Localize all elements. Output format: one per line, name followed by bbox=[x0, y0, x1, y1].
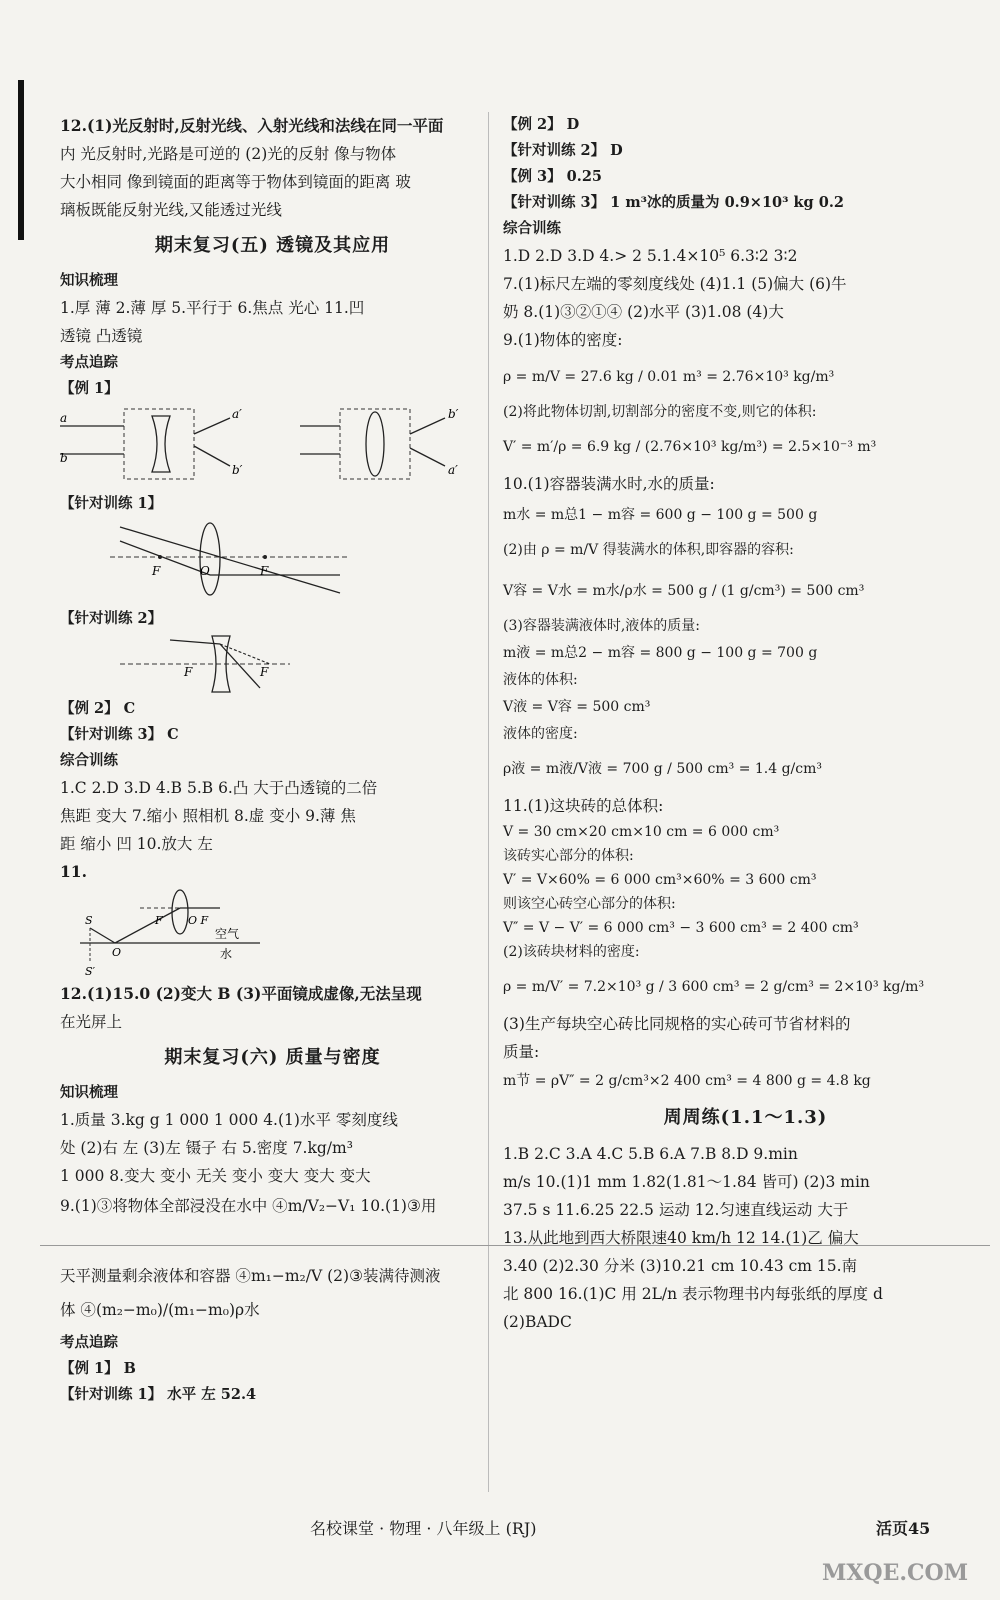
svg-text:a′: a′ bbox=[448, 463, 458, 477]
left-bottom-block bbox=[60, 1192, 485, 1220]
margin-bar bbox=[18, 80, 24, 240]
zh5-line2: 焦距 变大 7.缩小 照相机 8.虚 变小 9.薄 焦 bbox=[60, 807, 356, 825]
r-zh-line2: 7.(1)标尺左端的零刻度线处 (4)1.1 (5)偏大 (6)牛 bbox=[503, 275, 847, 293]
watermark-text: MXQE.COM bbox=[822, 1560, 969, 1586]
training-1b-answer: 【针对训练 1】 水平 左 52.4 bbox=[60, 1386, 257, 1403]
q12-line2: 内 光反射时,光路是可逆的 (2)光的反射 像与物体 bbox=[60, 145, 397, 163]
rho-water: ρ水 bbox=[235, 1301, 260, 1319]
r-q10-eq: m水 = m总1 − m容 = 600 g − 100 g = 500 g bbox=[503, 507, 818, 523]
svg-text:O: O bbox=[112, 946, 122, 959]
r-q10: 10.(1)容器装满水时,水的质量: bbox=[503, 475, 715, 493]
r-q10-eq3: m液 = m总2 − m容 = 800 g − 100 g = 700 g bbox=[503, 645, 818, 661]
r-section-weekly: 周周练(1.1～1.3) bbox=[663, 1107, 828, 1128]
heading-comprehensive: 综合训练 bbox=[60, 752, 118, 769]
r-zzl-line7: (2)BADC bbox=[503, 1313, 572, 1331]
r-q11b: 该砖实心部分的体积: bbox=[503, 848, 634, 864]
q10-frac2-den: m₁−m₀ bbox=[174, 1301, 229, 1319]
example-2-answer: 【例 2】 C bbox=[60, 700, 136, 717]
q10-start: 10.(1)③用 bbox=[360, 1197, 437, 1215]
q9-text: 9.(1)③将物体全部浸没在水中 ④ bbox=[60, 1197, 288, 1215]
lens-diagram-example1 bbox=[60, 404, 480, 489]
q10-line3: 体 ④(m₂−m₀)/(m₁−m₀)ρ水 bbox=[60, 1301, 260, 1319]
left-column bbox=[60, 112, 485, 1190]
q10-frac-num: m₁−m₂ bbox=[250, 1267, 306, 1285]
zh5-line3: 距 缩小 凹 10.放大 左 bbox=[60, 835, 213, 853]
watermark-logo bbox=[812, 1510, 972, 1590]
svg-text:F: F bbox=[184, 665, 193, 679]
svg-text:F: F bbox=[155, 914, 163, 927]
q10c-text: (2)③装满待测液 bbox=[327, 1267, 441, 1285]
r-q11f: 质量: bbox=[503, 1043, 540, 1061]
r-q11-eq3: V″ = V − V′ = 6 000 cm³ − 3 600 cm³ = 2 400 cm³ bbox=[503, 920, 859, 936]
example-1-label: 【例 1】 bbox=[60, 380, 119, 397]
training-2-label: 【针对训练 2】 bbox=[60, 610, 163, 627]
svg-text:S: S bbox=[85, 914, 93, 927]
r-q10-eq4: V液 = V容 = 500 cm³ bbox=[503, 699, 651, 715]
r-q11-eq4: ρ = m/V′ = 7.2×10³ g / 3 600 cm³ = 2 g/cm³ = 2×10³ kg/m³ bbox=[503, 979, 925, 995]
example-1b-answer: 【例 1】 B bbox=[60, 1360, 136, 1377]
svg-text:a′: a′ bbox=[232, 407, 242, 421]
q12b-line1: 12.(1)15.0 (2)变大 B (3)平面镜成虚像,无法呈现 bbox=[60, 984, 422, 1003]
r-q10c: (3)容器装满液体时,液体的质量: bbox=[503, 618, 700, 634]
heading-tracking-2: 考点追踪 bbox=[60, 1334, 118, 1351]
r-q9: 9.(1)物体的密度: bbox=[503, 331, 623, 349]
r-q11-eq5: m节 = ρV″ = 2 g/cm³×2 400 cm³ = 4 800 g = 4.8 kg bbox=[503, 1073, 871, 1089]
r-q10-eq2: V容 = V水 = m水/ρ水 = 500 g / (1 g/cm³) = 500 cm³ bbox=[503, 583, 865, 599]
column-divider bbox=[488, 112, 489, 1492]
training-3-answer: 【针对训练 3】 C bbox=[60, 726, 179, 743]
concave-lens-diagram bbox=[60, 634, 360, 694]
svg-text:空气: 空气 bbox=[215, 927, 240, 941]
heading-knowledge-6: 知识梳理 bbox=[60, 1084, 118, 1101]
svg-text:F: F bbox=[260, 564, 269, 578]
r-q9-eq2: V′ = m′/ρ = 6.9 kg / (2.76×10³ kg/m³) = 2.5×10⁻³ m³ bbox=[503, 439, 877, 455]
r-zzl-line4: 13.从此地到西大桥限速40 km/h 12 14.(1)乙 偏大 bbox=[503, 1229, 859, 1247]
refraction-diagram bbox=[60, 888, 360, 978]
r-zzl-line6: 北 800 16.(1)C 用 2L/n 表示物理书内每张纸的厚度 d bbox=[503, 1285, 883, 1303]
zs5-line1: 1.厚 薄 2.薄 厚 5.平行于 6.焦点 光心 11.凹 bbox=[60, 299, 365, 317]
heading-knowledge: 知识梳理 bbox=[60, 272, 118, 289]
q11-label: 11. bbox=[60, 862, 87, 881]
q9-fraction: m bbox=[287, 1197, 303, 1215]
right-column bbox=[503, 112, 988, 1336]
section-title-5: 期末复习(五) 透镜及其应用 bbox=[154, 235, 391, 256]
svg-text:F: F bbox=[260, 665, 269, 679]
r-q11-eq: V = 30 cm×20 cm×10 cm = 6 000 cm³ bbox=[503, 824, 780, 840]
q10-frac-den: V bbox=[310, 1267, 323, 1285]
r-q11e: (3)生产每块空心砖比同规格的实心砖可节省材料的 bbox=[503, 1015, 851, 1033]
q12-line3: 大小相同 像到镜面的距离等于物体到镜面的距离 玻 bbox=[60, 173, 411, 191]
left-bottom-block-2 bbox=[60, 1262, 485, 1408]
r-zzl-line3: 37.5 s 11.6.25 22.5 运动 12.匀速直线运动 大于 bbox=[503, 1201, 849, 1219]
svg-text:b′: b′ bbox=[232, 463, 243, 477]
r-q9-eq: ρ = m/V = 27.6 kg / 0.01 m³ = 2.76×10³ kg/m³ bbox=[503, 369, 835, 385]
svg-text:a: a bbox=[60, 411, 68, 425]
heading-tracking: 考点追踪 bbox=[60, 354, 118, 371]
zh5-line1: 1.C 2.D 3.D 4.B 5.B 6.凸 大于凸透镜的二倍 bbox=[60, 779, 378, 797]
svg-text:b: b bbox=[60, 451, 68, 465]
svg-text:水: 水 bbox=[220, 947, 233, 961]
svg-text:S′: S′ bbox=[85, 965, 96, 978]
r-q10-eq5: ρ液 = m液/V液 = 700 g / 500 cm³ = 1.4 g/cm³ bbox=[503, 761, 822, 777]
svg-text:O F: O F bbox=[188, 914, 209, 927]
zs5-line2: 透镜 凸透镜 bbox=[60, 327, 143, 345]
r-q10b: (2)由 ρ = m/V 得装满水的体积,即容器的容积: bbox=[503, 542, 794, 558]
q9-fraction-den: V₂−V₁ bbox=[307, 1197, 356, 1215]
convex-lens-diagram bbox=[60, 519, 360, 604]
r-zh-line1: 1.D 2.D 3.D 4.> 2 5.1.4×10⁵ 6.3∶2 3∶2 bbox=[503, 247, 798, 265]
zs6-line2: 处 (2)右 左 (3)左 镊子 右 5.密度 7.kg/m³ bbox=[60, 1139, 353, 1157]
r-zzl-line2: m/s 10.(1)1 mm 1.82(1.81～1.84 皆可) (2)3 min bbox=[503, 1173, 870, 1191]
r-q11c: 则该空心砖空心部分的体积: bbox=[503, 896, 676, 912]
r-heading-comprehensive: 综合训练 bbox=[503, 220, 561, 237]
r-q11: 11.(1)这块砖的总体积: bbox=[503, 797, 664, 815]
page-number: 活页45 bbox=[876, 1519, 931, 1538]
q10-line2: 天平测量剩余液体和容器 ④m₁−m₂/V (2)③装满待测液 bbox=[60, 1267, 441, 1285]
page-footer: 名校课堂 · 物理 · 八年级上 (RJ) bbox=[310, 1519, 537, 1538]
r-zh-line3: 奶 8.(1)③②①④ (2)水平 (3)1.08 (4)大 bbox=[503, 303, 784, 321]
r-zzl-line1: 1.B 2.C 3.A 4.C 5.B 6.A 7.B 8.D 9.min bbox=[503, 1145, 798, 1163]
q9-line: 9.(1)③将物体全部浸没在水中 ④m/V₂−V₁ 10.(1)③用 bbox=[60, 1197, 437, 1215]
r-training-3: 【针对训练 3】 1 m³冰的质量为 0.9×10³ kg 0.2 bbox=[503, 194, 844, 211]
q12-line4: 璃板既能反射光线,又能透过光线 bbox=[60, 201, 282, 219]
section-title-6: 期末复习(六) 质量与密度 bbox=[164, 1047, 381, 1068]
r-training-2: 【针对训练 2】 D bbox=[503, 142, 623, 159]
r-example-2: 【例 2】 D bbox=[503, 116, 580, 133]
zs6-line1: 1.质量 3.kg g 1 000 1 000 4.(1)水平 零刻度线 bbox=[60, 1111, 398, 1129]
svg-text:b′: b′ bbox=[448, 407, 459, 421]
svg-text:O: O bbox=[200, 564, 210, 578]
r-q10e: 液体的密度: bbox=[503, 726, 578, 742]
q10d-text: 体 ④ bbox=[60, 1301, 96, 1319]
r-q11d: (2)该砖块材料的密度: bbox=[503, 944, 640, 960]
zs6-line3: 1 000 8.变大 变小 无关 变小 变大 变大 变大 bbox=[60, 1167, 371, 1185]
q12b-line2: 在光屏上 bbox=[60, 1013, 123, 1031]
r-q9b: (2)将此物体切割,切割部分的密度不变,则它的体积: bbox=[503, 404, 817, 420]
q12-line1: 12.(1)光反射时,反射光线、入射光线和法线在同一平面 bbox=[60, 116, 444, 135]
r-zzl-line5: 3.40 (2)2.30 分米 (3)10.21 cm 10.43 cm 15.南 bbox=[503, 1257, 858, 1275]
r-example-3: 【例 3】 0.25 bbox=[503, 168, 603, 185]
q10b-text: 天平测量剩余液体和容器 ④ bbox=[60, 1267, 251, 1285]
r-q10d: 液体的体积: bbox=[503, 672, 578, 688]
r-q11-eq2: V′ = V×60% = 6 000 cm³×60% = 3 600 cm³ bbox=[503, 872, 817, 888]
training-1-label: 【针对训练 1】 bbox=[60, 495, 163, 512]
q10-frac2-num: m₂−m₀ bbox=[102, 1301, 157, 1319]
svg-text:F: F bbox=[152, 564, 161, 578]
